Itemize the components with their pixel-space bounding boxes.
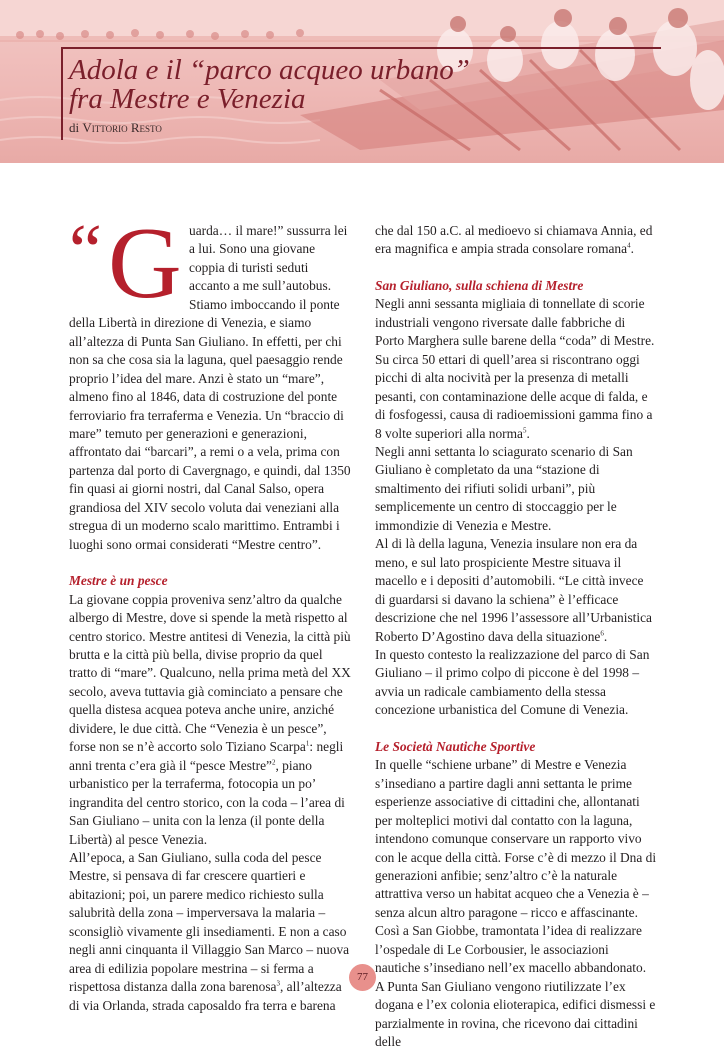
section-heading-san-giuliano: San Giuliano, sulla schiena di Mestre bbox=[375, 277, 584, 293]
footnote-ref-4: 4 bbox=[627, 241, 631, 250]
dropcap-letter: G bbox=[108, 207, 182, 320]
footnote-ref-1: 1 bbox=[305, 739, 310, 748]
intro-paragraph: uarda… il mare!” sussurra lei a lui. Sono una giovane coppia di turisti seduti accanto a me sull’autobus. Stiamo imboccando il ponte della Libertà in direzione di Venezia, e siamo all’altezza di Punta San Giuliano. In effetti, per chi non sa che cosa sia la laguna, quel paesaggio rende proprio l’idea del mare. Anzi è stato un “mare”, almeno fino al 1846, data di costruzione del ponte ferroviario fra terraferma e Venezia. Un “braccio di mare” temuto per generazioni e generazioni, affrontato dai “barcari”, a remi o a vela, prima con partenza dal porto di Cavergnago, e quindi, dal 1350 fin quasi ai giorni nostri, dal Canal Salso, opera grandiosa del XIV secolo voluta dai veneziani alla stregua di un moderno scalo marittimo. Entrambi i luoghi sono ormai considerati “Mestre centro”. bbox=[69, 223, 351, 552]
article-title: Adola e il “parco acqueo urbano” fra Mestre e Venezia bbox=[69, 54, 470, 115]
title-rule-horizontal bbox=[61, 47, 661, 49]
byline bbox=[69, 120, 162, 136]
dropcap-quote: “ bbox=[69, 210, 102, 292]
section-heading-societa-nautiche: Le Società Nautiche Sportive bbox=[375, 738, 536, 754]
section1-paragraph-2: All’epoca, a San Giuliano, sulla coda del pesce Mestre, si pensava di far crescere quartieri e abitazioni; poi, un parere medico richiesto sulla salubrità della zona – imperversava la malaria – sconsigliò vivamente gli insediamenti. E non a caso negli anni cinquanta il Villaggio San Marco – nuova area di edilizia popolare mestrina – si ferma a rispettosa distanza dalla zona barenosa$^3$, all’altezza di via Orlanda, strada caposaldo fra terra e barena bbox=[69, 849, 350, 1013]
page-number: 77 bbox=[349, 964, 376, 991]
header-banner bbox=[0, 0, 724, 163]
footnote-ref-2: 2 bbox=[271, 758, 276, 767]
footnote-ref-3: 3 bbox=[276, 979, 280, 988]
section2-paragraph-4: In questo contesto la realizzazione del parco di San Giuliano – il primo colpo di piccone è del 1998 – avvia un radicale cambiamento della stessa concezione urbanistica del Comune di Venezia. bbox=[375, 646, 650, 718]
continuation-paragraph: che dal 150 a.C. al medioevo si chiamava Annia, ed era magnifica e ampia strada consolare romana$^4$. bbox=[375, 223, 653, 257]
section3-paragraph-1: In quelle “schiene urbane” di Mestre e Venezia s’insediano a partire dagli anni settanta le prime esperienze associative di cittadini che, allontanati per molteplici motivi dal contatto con la laguna, intendono comunque conservare un rapporto vivo con le acque della città. Forse c’è di mezzo il Dna di generazioni anfibie; senz’altro c’è la naturale attrattiva verso un habitat acqueo che a Venezia è – senza alcun altro paragone – ricco e affascinante. Così a San Giobbe, tramontata l’idea di realizzare l’ospedale di Le Corbousier, le associazioni nautiche s’insediano nell’ex macello abbandonato. A Punta San Giuliano vengono riutilizzate l’ex dogana e l’ex colonia elioterapica, edifici dismessi e parzialmente in rovina, che ricevono dai cittadini delle bbox=[375, 757, 657, 1050]
footnote-ref-5: 5 bbox=[523, 426, 527, 435]
right-column bbox=[375, 222, 657, 1051]
author-name: Vittorio Resto bbox=[82, 120, 162, 135]
section2-paragraph-3: Al di là della laguna, Venezia insulare non era da meno, e sul lato prospiciente Mestre situava il macello e i depositi d’automobili. “Le città invece di guardarsi si davano la schiena” è l’efficace descrizione che nel 1996 l’assessore all’Urbanistica Roberto D’Agostino dava della situazione$^6$. bbox=[375, 536, 653, 644]
footnote-ref-6: 6 bbox=[600, 629, 604, 638]
byline-prefix: di bbox=[69, 120, 80, 135]
dropcap bbox=[69, 207, 189, 320]
section2-paragraph-1: Negli anni sessanta migliaia di tonnellate di scorie industriali vengono riversate dalle fabbriche di Porto Marghera sulle barene della “coda” di Mestre. Su circa 50 ettari di quell’area si riscontrano oggi picchi di alta nocività per la presenza di metalli pesanti, con contaminazione delle acque di falda, e di fosfogessi, causa di radioemissioni gamma fino a 8 volte superiori alla norma$^5$. bbox=[375, 296, 655, 441]
section2-paragraph-2: Negli anni settanta lo sciagurato scenario di San Giuliano è completato da una “stazione di smaltimento dei rifiuti solidi urbani”, più semplicemente un centro di stoccaggio per le immondizie di Venezia e Mestre. bbox=[375, 443, 633, 533]
section-heading-mestre-pesce: Mestre è un pesce bbox=[69, 573, 168, 589]
section1-paragraph-1: La giovane coppia proveniva senz’altro da qualche albergo di Mestre, dove si spende la metà rispetto al centro storico. Mestre antitesi di Venezia, la città più brutta e la città più bella, divise proprio da quel tratto di “mare”. Qualcuno, nella prima metà del XX secolo, aveva tuttavia già cominciato a pensare che quella distesa acquea poteva anche unire, anziché dividere, le due città. Che “Venezia è un pesce”, forse non se n’è accorto solo Tiziano Scarpa$^1$: negli anni trenta c’era già il “pesce Mestre”$^2$, piano urbanistico per la terraferma, fotocopia un po’ ingrandita del centro storico, con la coda – l’area di San Giuliano – unita con la lenza (il ponte della Libertà) al pesce Venezia. bbox=[69, 591, 351, 847]
title-rule-vertical bbox=[61, 47, 63, 140]
left-column bbox=[69, 207, 351, 1015]
